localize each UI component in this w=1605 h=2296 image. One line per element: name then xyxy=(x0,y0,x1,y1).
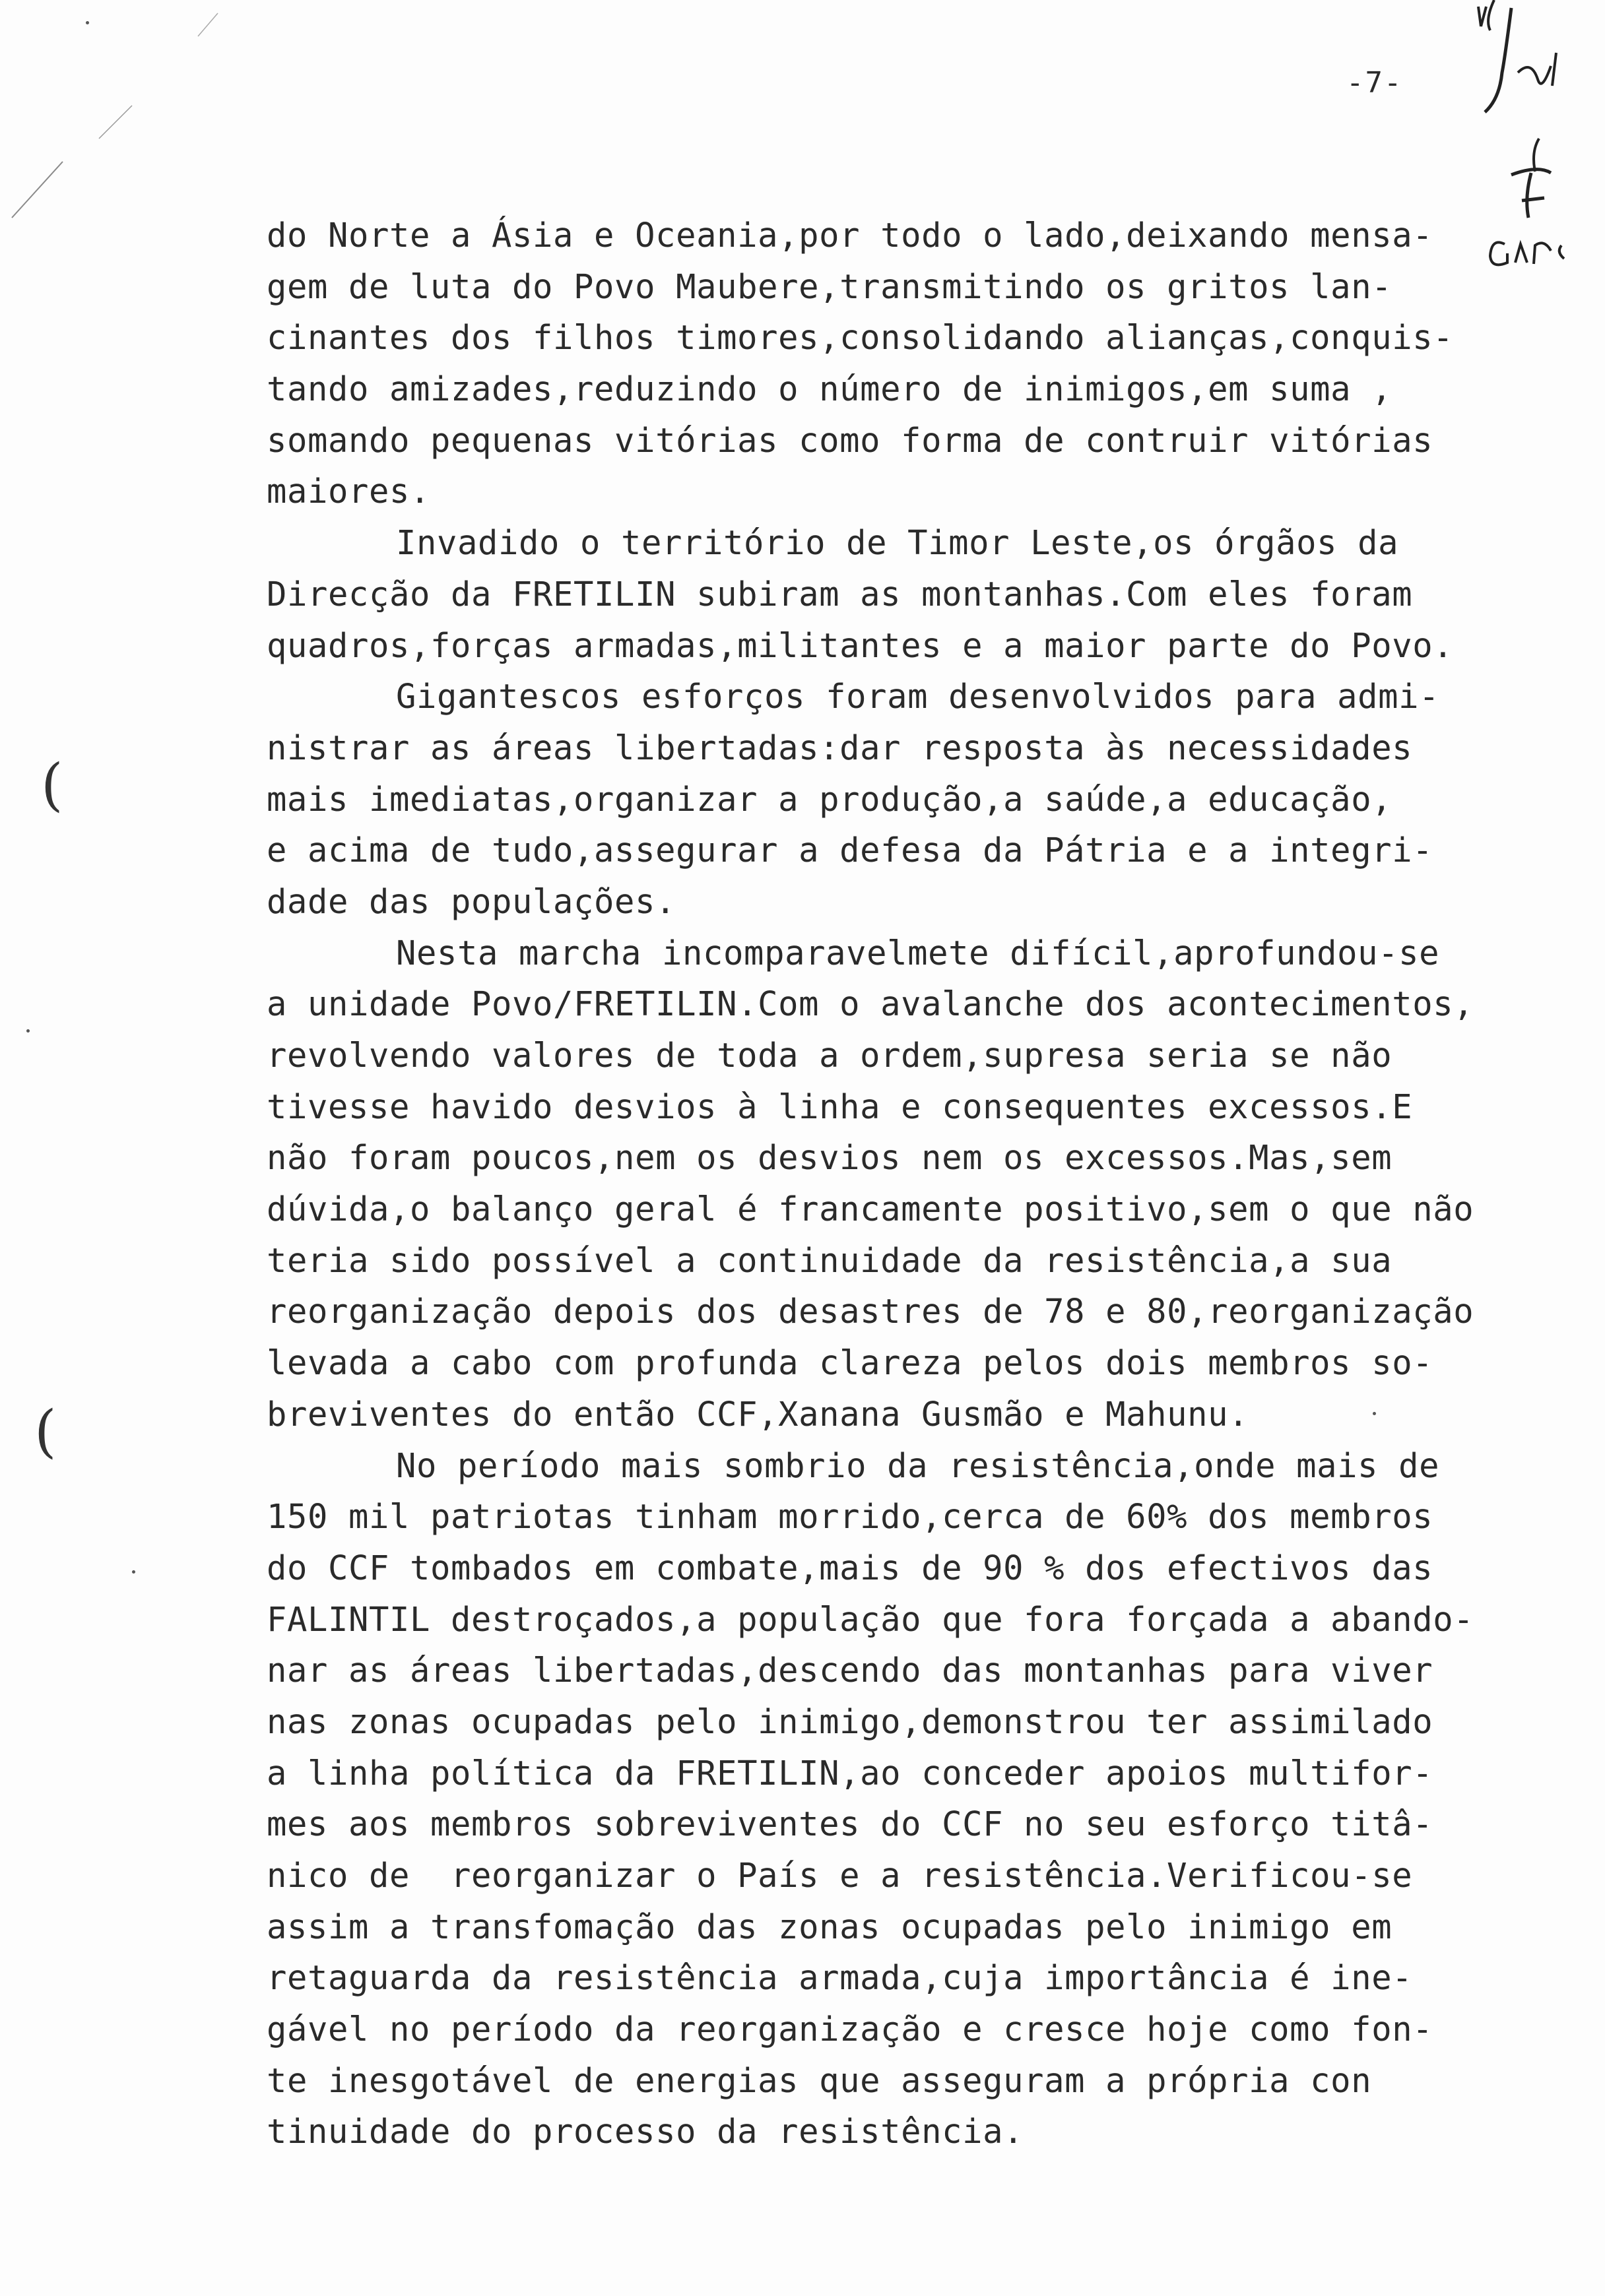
text-line: a linha política da FRETILIN,ao conceder apoios multifor- xyxy=(267,1753,1433,1793)
text-line: nar as áreas libertadas,descendo das montanhas para viver xyxy=(267,1651,1433,1690)
dust-speck xyxy=(132,1570,135,1574)
text-line: Nesta marcha incomparavelmete difícil,aprofundou-se xyxy=(396,933,1440,973)
text-line: tivesse havido desvios à linha e consequentes excessos.E xyxy=(267,1087,1413,1126)
text-line: mes aos membros sobreviventes do CCF no seu esforço titâ- xyxy=(267,1804,1433,1844)
text-line: No período mais sombrio da resistência,onde mais de xyxy=(396,1446,1440,1485)
text-line: maiores. xyxy=(267,472,431,511)
text-line: e acima de tudo,assegurar a defesa da Pátria e a integri- xyxy=(267,831,1433,870)
margin-bracket-mark: ( xyxy=(41,752,63,818)
text-line: tinuidade do processo da resistência. xyxy=(267,2112,1024,2152)
text-line: do CCF tombados em combate,mais de 90 % dos efectivos das xyxy=(267,1548,1433,1587)
text-line: gem de luta do Povo Maubere,transmitindo os gritos lan- xyxy=(267,267,1392,306)
text-line: quadros,forças armadas,militantes e a maior parte do Povo. xyxy=(267,625,1454,665)
text-line: te inesgotável de energias que asseguram a própria con xyxy=(267,2060,1372,2100)
text-line: teria sido possível a continuidade da resistência,a sua xyxy=(267,1240,1392,1280)
text-line: dúvida,o balanço geral é francamente positivo,sem o que não xyxy=(267,1190,1474,1229)
text-line: tando amizades,reduzindo o número de inimigos,em suma , xyxy=(267,369,1392,409)
scan-edge-marks xyxy=(0,0,277,277)
text-line: retaguarda da resistência armada,cuja importância é ine- xyxy=(267,1958,1413,1998)
text-line: gável no período da reorganização e cresce hoje como fon- xyxy=(267,2010,1433,2049)
text-line: Gigantescos esforços foram desenvolvidos para admi- xyxy=(396,677,1440,717)
text-line: reorganização depois dos desastres de 78 e 80,reorganização xyxy=(267,1292,1474,1331)
text-line: Direcção da FRETILIN subiram as montanhas.Com eles foram xyxy=(267,574,1413,614)
body-text xyxy=(267,210,1573,2157)
text-line: somando pequenas vitórias como forma de contruir vitórias xyxy=(267,420,1433,460)
text-line: revolvendo valores de toda a ordem,supresa seria se não xyxy=(267,1036,1392,1075)
text-line: dade das populações. xyxy=(267,881,676,921)
text-line: nistrar as áreas libertadas:dar resposta às necessidades xyxy=(267,728,1413,767)
text-line: nas zonas ocupadas pelo inimigo,demonstrou ter assimilado xyxy=(267,1702,1433,1741)
text-line: 150 mil patriotas tinham morrido,cerca de 60% dos membros xyxy=(267,1497,1433,1537)
text-line: assim a transfomação das zonas ocupadas pelo inimigo em xyxy=(267,1907,1392,1946)
margin-bracket-mark: ( xyxy=(34,1399,57,1465)
dust-speck xyxy=(86,21,89,24)
text-line: nico de reorganizar o País e a resistência.Verificou-se xyxy=(267,1856,1413,1895)
page-number: -7- xyxy=(1346,66,1403,100)
text-line: levada a cabo com profunda clareza pelos dois membros so- xyxy=(267,1343,1433,1383)
text-line: a unidade Povo/FRETILIN.Com o avalanche dos acontecimentos, xyxy=(267,984,1474,1024)
dust-speck xyxy=(26,1029,30,1033)
text-line: Invadido o território de Timor Leste,os órgãos da xyxy=(396,523,1399,563)
text-line: FALINTIL destroçados,a população que fora forçada a abando- xyxy=(267,1599,1474,1639)
text-line: cinantes dos filhos timores,consolidando alianças,conquis- xyxy=(267,318,1454,358)
text-line: mais imediatas,organizar a produção,a saúde,a educação, xyxy=(267,779,1392,819)
text-line: do Norte a Ásia e Oceania,por todo o lado,deixando mensa- xyxy=(267,216,1433,255)
text-line: não foram poucos,nem os desvios nem os excessos.Mas,sem xyxy=(267,1138,1392,1178)
text-line: breviventes do então CCF,Xanana Gusmão e Mahunu. xyxy=(267,1394,1249,1434)
